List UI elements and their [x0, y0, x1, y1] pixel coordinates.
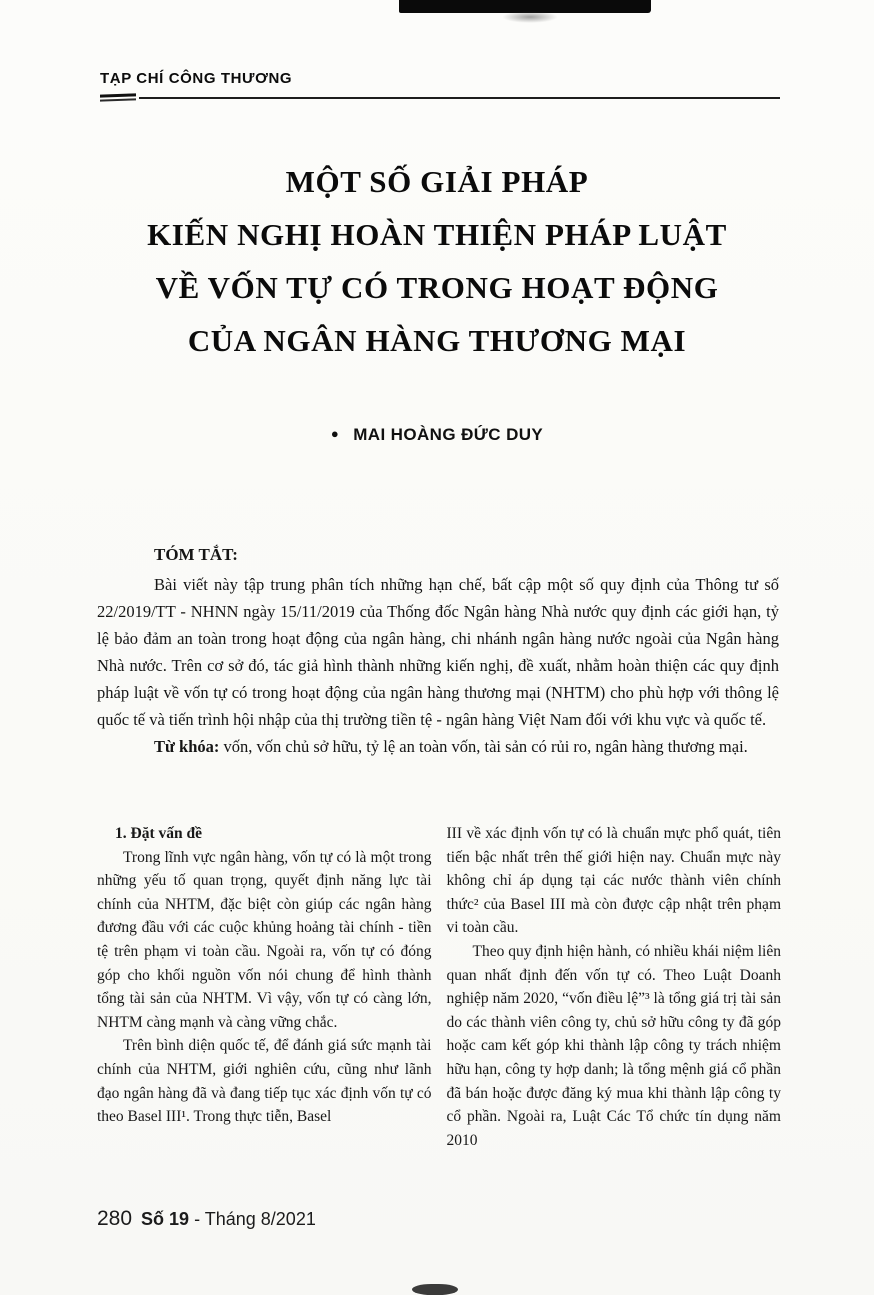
keywords-label: Từ khóa:: [154, 737, 220, 756]
masthead-rule: [100, 94, 780, 101]
journal-masthead: [0, 0, 874, 101]
rule-dash-mark: [100, 93, 136, 101]
paragraph: Trên bình diện quốc tế, để đánh giá sức mạnh tài chính của NHTM, giới nghiên cứu, cũng như lãnh đạo ngân hàng đã và đang tiếp tục xác định vốn tự có theo Basel III¹. Trong thực tiễn, Basel: [97, 1037, 432, 1126]
title-line-4: CỦA NGÂN HÀNG THƯƠNG MẠI: [187, 323, 687, 358]
title-line-2: KIẾN NGHỊ HOÀN THIỆN PHÁP LUẬT: [147, 217, 727, 252]
body-columns: [97, 822, 781, 1152]
author-line: [0, 425, 874, 445]
footer-issue-number: Số 19: [141, 1209, 190, 1229]
scan-artifact-smudge: [502, 11, 558, 23]
abstract-text: Bài viết này tập trung phân tích những hạn chế, bất cập một số quy định của Thông tư số 22/2019/TT - NHNN ngày 15/11/2019 của Thống đốc Ngân hàng Nhà nước quy định các giới hạn, tỷ lệ bảo đảm an toàn trong hoạt động của ngân hàng, chi nhánh ngân hàng nước ngoài của Ngân hàng Nhà nước. Trên cơ sở đó, tác giả hình thành những kiến nghị, đề xuất, nhằm hoàn thiện các quy định pháp luật về vốn tự có trong hoạt động của ngân hàng thương mại (NHTM) cho phù hợp với thông lệ quốc tế và tiến trình hội nhập của thị trường tiền tệ - ngân hàng Việt Nam đối với khu vực và quốc tế.: [97, 575, 779, 729]
keywords-text: vốn, vốn chủ sở hữu, tỷ lệ an toàn vốn, tài sản có rủi ro, ngân hàng thương mại.: [219, 737, 748, 756]
footer-issue-date: - Tháng 8/2021: [189, 1209, 316, 1229]
paragraph: Trong lĩnh vực ngân hàng, vốn tự có là một trong những yếu tố quan trọng, quyết định năng lực tài chính của NHTM, đặc biệt còn giúp các ngân hàng đương đầu với các cuộc khủng hoảng tài chính - tiền tệ trên phạm vi toàn cầu. Ngoài ra, vốn tự có đóng góp cho khối nguồn vốn nói chung để hình thành tổng tài sản của NHTM. Vì vậy, vốn tự có càng lớn, NHTM càng mạnh và càng vững chắc.: [97, 848, 432, 1031]
paragraph: Theo quy định hiện hành, có nhiều khái niệm liên quan nhất định đến vốn tự có. Theo Luật Doanh nghiệp năm 2020, “vốn điều lệ”³ là tổng giá trị tài sản do các thành viên công ty, chủ sở hữu công ty đã góp hoặc cam kết góp khi thành lập công ty trách nhiệm hữu hạn, công ty hợp danh; là tổng mệnh giá cổ phần đã bán hoặc được đăng ký mua khi thành lập công ty cổ phần. Ngoài ra, Luật Các Tổ chức tín dụng năm 2010: [446, 942, 781, 1149]
author-name: MAI HOÀNG ĐỨC DUY: [353, 425, 544, 444]
page-footer: [97, 1207, 316, 1231]
keywords-line: [97, 733, 779, 760]
paragraph: III về xác định vốn tự có là chuẩn mực phổ quát, tiên tiến bậc nhất trên thế giới hiện nay. Chuẩn mực này không chỉ áp dụng tại các nước thành viên chính thức² của Basel III mà còn được cập nhật trên phạm vi toàn cầu.: [446, 825, 781, 937]
left-column: [97, 822, 432, 1152]
title-line-3: VỀ VỐN TỰ CÓ TRONG HOẠT ĐỘNG: [155, 270, 719, 305]
abstract-section: [97, 541, 779, 760]
scan-artifact-bottom: [412, 1284, 458, 1295]
right-column: [447, 822, 782, 1152]
section-heading: 1. Đặt vấn đề: [115, 825, 202, 842]
abstract-heading: TÓM TẮT:: [154, 545, 238, 564]
title-line-1: MỘT SỐ GIẢI PHÁP: [285, 164, 589, 199]
article-title: [0, 155, 874, 367]
rule-line: [139, 97, 780, 99]
footer-page-number: 280: [97, 1207, 133, 1230]
author-bullet-icon: ●: [330, 426, 340, 441]
journal-name: TẠP CHÍ CÔNG THƯƠNG: [100, 70, 293, 87]
